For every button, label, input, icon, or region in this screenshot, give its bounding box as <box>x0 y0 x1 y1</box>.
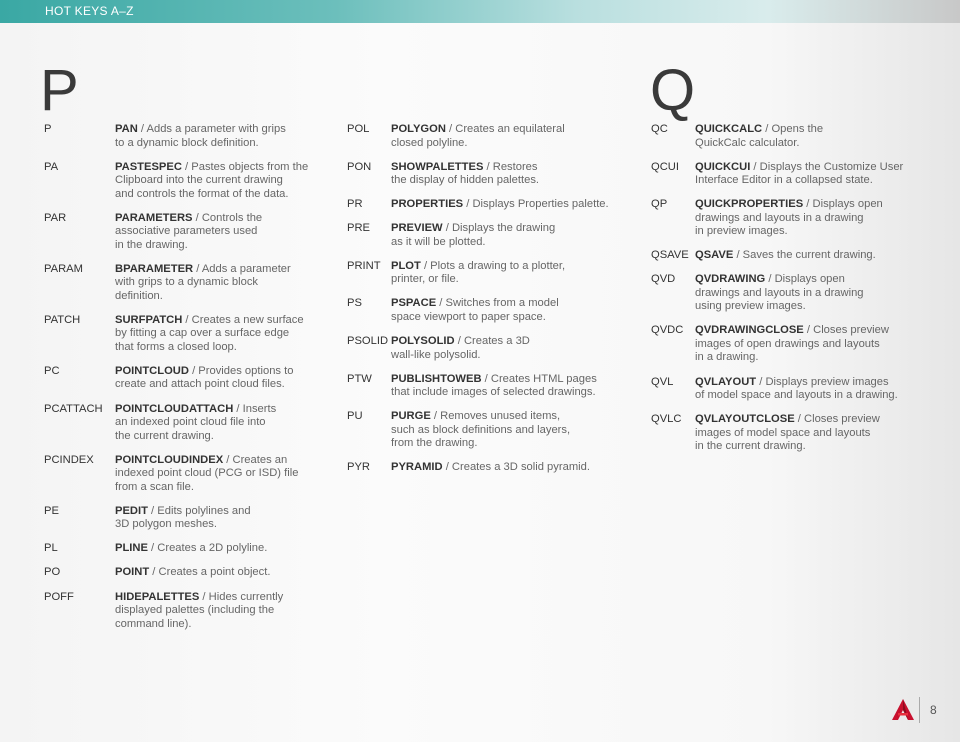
hotkey-entry <box>347 410 637 451</box>
description-line: Plots a drawing to a plotter, <box>430 259 566 272</box>
hotkey-alias: PSOLID <box>347 335 389 348</box>
page-number: 8 <box>930 703 937 717</box>
hotkey-alias: PR <box>347 198 363 211</box>
description-line: printer, or file. <box>391 273 459 286</box>
hotkey-alias: PO <box>44 566 61 579</box>
hotkey-entry <box>44 314 344 355</box>
command-name: POLYSOLID <box>391 335 455 348</box>
description-line: Displays the drawing <box>451 222 556 235</box>
hotkey-entry <box>347 198 637 212</box>
description-line: command line). <box>115 617 192 630</box>
hotkey-description: PARAMETERS / Controls the associative parameters used in the drawing. <box>115 211 263 251</box>
description-line: Creates a 3D <box>463 335 530 348</box>
command-name: PREVIEW <box>391 222 443 235</box>
description-line: Closes preview <box>804 413 880 426</box>
hotkey-entry <box>347 161 637 188</box>
description-line: Removes unused items, <box>440 410 561 423</box>
header-bar <box>0 0 960 23</box>
hotkey-entry <box>44 212 344 253</box>
hotkey-entry <box>651 376 951 403</box>
command-name: PUBLISHTOWEB <box>391 372 482 385</box>
hotkey-alias: PU <box>347 410 363 423</box>
description-line: Pastes objects from the <box>191 160 309 173</box>
hotkey-alias: PARAM <box>44 262 83 275</box>
command-name: POINT <box>115 566 150 579</box>
hotkey-alias: PAR <box>44 211 67 224</box>
description-line: drawings and layouts in a drawing <box>695 211 864 224</box>
command-name: PASTESPEC <box>115 160 182 173</box>
hotkey-alias: PL <box>44 542 58 555</box>
hotkey-alias: QVL <box>651 375 674 388</box>
command-name: PAN <box>115 123 138 135</box>
description-line: definition. <box>115 289 163 302</box>
hotkey-description: BPARAMETER / Adds a parameter with grips to a dynamic block definition. <box>115 262 291 302</box>
hotkey-entry <box>651 413 951 454</box>
description-line: Displays the Customize User <box>759 160 904 173</box>
description-line: Restores <box>492 160 538 173</box>
command-name: QVLAYOUTCLOSE <box>695 413 795 426</box>
hotkey-entry <box>347 123 637 150</box>
description-line: in a drawing. <box>695 351 759 364</box>
command-name: HIDEPALETTES <box>115 590 200 603</box>
hotkey-alias: QP <box>651 198 668 211</box>
description-line: drawings and layouts in a drawing <box>695 286 864 299</box>
hotkey-description: POLYGON / Creates an equilateral closed polyline. <box>391 123 565 149</box>
hotkey-entry <box>44 505 344 532</box>
autocad-logo-icon <box>892 699 914 720</box>
description-line: Inserts <box>242 402 277 415</box>
hotkey-entry <box>44 365 344 392</box>
description-line: images of model space and layouts <box>695 426 871 439</box>
description-line: Closes preview <box>813 324 889 337</box>
command-name: QUICKPROPERTIES <box>695 198 804 211</box>
command-name: PURGE <box>391 410 431 423</box>
hotkey-alias: QC <box>651 123 668 135</box>
description-line: Creates a 3D solid pyramid. <box>451 461 590 474</box>
hotkey-description: PLOT / Plots a drawing to a plotter, printer, or file. <box>391 259 566 286</box>
hotkey-description: PURGE / Removes unused items, such as block definitions and layers, from the drawing. <box>391 410 571 450</box>
description-line: Displays preview images <box>765 375 889 388</box>
description-line: Saves the current drawing. <box>742 249 876 262</box>
hotkey-description: QVDRAWING / Displays open drawings and layouts in a drawing using preview images. <box>695 273 864 313</box>
description-line: Provides options to <box>198 364 294 377</box>
description-line: Displays open <box>812 198 883 211</box>
hotkey-description: POINTCLOUD / Provides options to create and attach point cloud files. <box>115 364 294 391</box>
hotkey-entry <box>44 542 344 556</box>
hotkey-entry <box>44 591 344 632</box>
hotkey-alias: PC <box>44 364 60 377</box>
command-name: POINTCLOUD <box>115 364 189 377</box>
hotkey-description: PAN / Adds a parameter with grips to a dynamic block definition. <box>115 123 286 149</box>
description-line: Displays open <box>774 273 845 286</box>
hotkey-entry <box>651 198 951 239</box>
command-name: SHOWPALETTES <box>391 160 484 173</box>
description-line: in the drawing. <box>115 238 188 251</box>
hotkey-description: PEDIT / Edits polylines and 3D polygon meshes. <box>115 504 251 531</box>
hotkey-alias: QSAVE <box>651 249 689 262</box>
description-line: and controls the format of the data. <box>115 187 289 200</box>
hotkey-alias: QVDC <box>651 324 684 337</box>
hotkey-description: POLYSOLID / Creates a 3D wall-like polysolid. <box>391 335 530 361</box>
description-line: closed polyline. <box>391 136 468 149</box>
description-line: the display of hidden palettes. <box>391 174 540 187</box>
hotkey-alias: PRE <box>347 222 371 235</box>
command-name: POINTCLOUDATTACH <box>115 402 234 415</box>
command-name: PARAMETERS <box>115 211 193 224</box>
hotkey-description: PROPERTIES / Displays Properties palette. <box>391 198 609 211</box>
command-name: QUICKCALC <box>695 123 763 135</box>
hotkey-entry <box>44 566 344 580</box>
hotkey-description: QVLAYOUT / Displays preview images of model space and layouts in a drawing. <box>695 375 898 402</box>
description-line: in preview images. <box>695 225 788 238</box>
description-line: Creates an equilateral <box>455 123 565 135</box>
command-name: BPARAMETER <box>115 262 194 275</box>
description-line: Adds a parameter with grips <box>146 123 286 135</box>
description-line: Opens the <box>771 123 824 135</box>
column-q <box>651 123 951 464</box>
description-line: images of open drawings and layouts <box>695 337 880 350</box>
command-name: QVDRAWING <box>695 273 766 286</box>
description-line: associative parameters used <box>115 225 258 238</box>
hotkey-alias: P <box>44 123 52 135</box>
description-line: wall-like polysolid. <box>391 348 481 361</box>
command-name: QVDRAWINGCLOSE <box>695 324 804 337</box>
section-letter-q: Q <box>650 58 696 123</box>
description-line: that forms a closed loop. <box>115 340 237 353</box>
hotkey-entry <box>651 161 951 188</box>
hotkey-entry <box>347 335 637 362</box>
description-line: from a scan file. <box>115 480 194 493</box>
hotkey-description: PREVIEW / Displays the drawing as it will be plotted. <box>391 222 556 248</box>
hotkey-alias: PTW <box>347 372 372 385</box>
description-line: using preview images. <box>695 300 806 313</box>
hotkey-entry <box>44 454 344 495</box>
hotkey-description: QUICKPROPERTIES / Displays open drawings and layouts in a drawing in preview images. <box>695 198 883 238</box>
hotkey-entry <box>651 324 951 365</box>
description-line: to a dynamic block definition. <box>115 136 259 149</box>
hotkey-description: SHOWPALETTES / Restores the display of hidden palettes. <box>391 160 540 187</box>
hotkey-description: POINTCLOUDATTACH / Inserts an indexed point cloud file into the current drawing. <box>115 402 277 442</box>
description-line: of model space and layouts in a drawing. <box>695 389 898 402</box>
hotkey-entry <box>651 273 951 314</box>
hotkey-entry <box>651 123 951 150</box>
command-name: PLOT <box>391 259 421 272</box>
hotkey-entry <box>347 461 637 475</box>
description-line: Edits polylines and <box>157 504 251 517</box>
description-line: Switches from a model <box>445 297 559 310</box>
description-line: space viewport to paper space. <box>391 310 546 323</box>
description-line: QuickCalc calculator. <box>695 136 800 149</box>
hotkey-alias: PATCH <box>44 313 81 326</box>
description-line: Creates a point object. <box>158 566 271 579</box>
description-line: in the current drawing. <box>695 440 806 453</box>
command-name: POLYGON <box>391 123 446 135</box>
hotkey-description: HIDEPALETTES / Hides currently displayed palettes (including the command line). <box>115 590 284 630</box>
command-name: QSAVE <box>695 249 734 262</box>
hotkey-entry <box>651 249 951 263</box>
hotkey-entry <box>347 260 637 287</box>
command-name: POINTCLOUDINDEX <box>115 453 224 466</box>
command-name: QUICKCUI <box>695 160 751 173</box>
description-line: Controls the <box>201 211 263 224</box>
column-p-right <box>347 123 637 485</box>
description-line: 3D polygon meshes. <box>115 518 217 531</box>
hotkey-description: PSPACE / Switches from a model space viewport to paper space. <box>391 297 559 323</box>
command-name: PSPACE <box>391 297 437 310</box>
description-line: such as block definitions and layers, <box>391 423 571 436</box>
command-name: PEDIT <box>115 504 148 517</box>
hotkey-entry <box>44 403 344 444</box>
hotkey-description: PUBLISHTOWEB / Creates HTML pages that include images of selected drawings. <box>391 372 597 399</box>
hotkey-description: POINT / Creates a point object. <box>115 566 271 579</box>
hotkey-description: PASTESPEC / Pastes objects from the Clipboard into the current drawing and controls the format of the data. <box>115 160 309 200</box>
hotkey-description: QUICKCALC / Opens the QuickCalc calculator. <box>695 123 824 149</box>
hotkey-description: QVLAYOUTCLOSE / Closes preview images of model space and layouts in the current drawing. <box>695 413 880 453</box>
hotkey-description: SURFPATCH / Creates a new surface by fitting a cap over a surface edge that forms a closed loop. <box>115 313 304 353</box>
hotkey-alias: POL <box>347 123 370 135</box>
hotkey-alias: QCUI <box>651 160 679 173</box>
column-p-left <box>44 123 344 642</box>
hotkey-entry <box>44 161 344 202</box>
hotkey-alias: PS <box>347 297 362 310</box>
hotkey-description: POINTCLOUDINDEX / Creates an indexed point cloud (PCG or ISD) file from a scan file. <box>115 453 299 493</box>
description-line: Creates an <box>232 453 288 466</box>
hotkey-alias: POFF <box>44 590 74 603</box>
description-line: Creates HTML pages <box>490 372 597 385</box>
description-line: an indexed point cloud file into <box>115 416 266 429</box>
hotkey-alias: PE <box>44 504 59 517</box>
command-name: PLINE <box>115 542 148 555</box>
description-line: the current drawing. <box>115 429 214 442</box>
hotkey-entry <box>44 123 344 150</box>
hotkey-entry <box>347 297 637 324</box>
description-line: by fitting a cap over a surface edge <box>115 327 290 340</box>
description-line: Creates a 2D polyline. <box>157 542 268 555</box>
description-line: that include images of selected drawings. <box>391 386 596 399</box>
description-line: from the drawing. <box>391 437 478 450</box>
footer-divider <box>919 697 920 723</box>
description-line: create and attach point cloud files. <box>115 378 285 391</box>
description-line: Interface Editor in a collapsed state. <box>695 174 873 187</box>
description-line: Adds a parameter <box>201 262 291 275</box>
hotkey-alias: PA <box>44 160 59 173</box>
description-line: Hides currently <box>208 590 284 603</box>
command-name: PROPERTIES <box>391 198 464 211</box>
description-line: as it will be plotted. <box>391 235 486 248</box>
hotkey-description: PLINE / Creates a 2D polyline. <box>115 542 268 555</box>
hotkey-alias: PCINDEX <box>44 453 94 466</box>
hotkey-alias: QVD <box>651 273 676 286</box>
hotkey-alias: PCATTACH <box>44 402 103 415</box>
description-line: indexed point cloud (PCG or ISD) file <box>115 467 299 480</box>
command-name: QVLAYOUT <box>695 375 757 388</box>
command-name: SURFPATCH <box>115 313 183 326</box>
description-line: Displays Properties palette. <box>472 198 609 211</box>
hotkey-description: QSAVE / Saves the current drawing. <box>695 249 876 262</box>
description-line: Clipboard into the current drawing <box>115 174 283 187</box>
section-letter-p: P <box>40 58 79 123</box>
hotkey-entry <box>347 222 637 249</box>
hotkey-alias: PYR <box>347 461 371 474</box>
hotkey-entry <box>44 263 344 304</box>
description-line: Creates a new surface <box>191 313 304 326</box>
description-line: displayed palettes (including the <box>115 604 275 617</box>
hotkey-description: PYRAMID / Creates a 3D solid pyramid. <box>391 461 590 474</box>
description-line: with grips to a dynamic block <box>115 276 259 289</box>
hotkey-alias: PRINT <box>347 259 381 272</box>
header-title: HOT KEYS A–Z <box>45 4 134 18</box>
hotkey-description: QVDRAWINGCLOSE / Closes preview images of open drawings and layouts in a drawing. <box>695 324 889 364</box>
hotkey-entry <box>347 373 637 400</box>
hotkey-description: QUICKCUI / Displays the Customize User Interface Editor in a collapsed state. <box>695 160 904 187</box>
hotkey-alias: QVLC <box>651 413 682 426</box>
hotkey-alias: PON <box>347 160 372 173</box>
command-name: PYRAMID <box>391 461 443 474</box>
